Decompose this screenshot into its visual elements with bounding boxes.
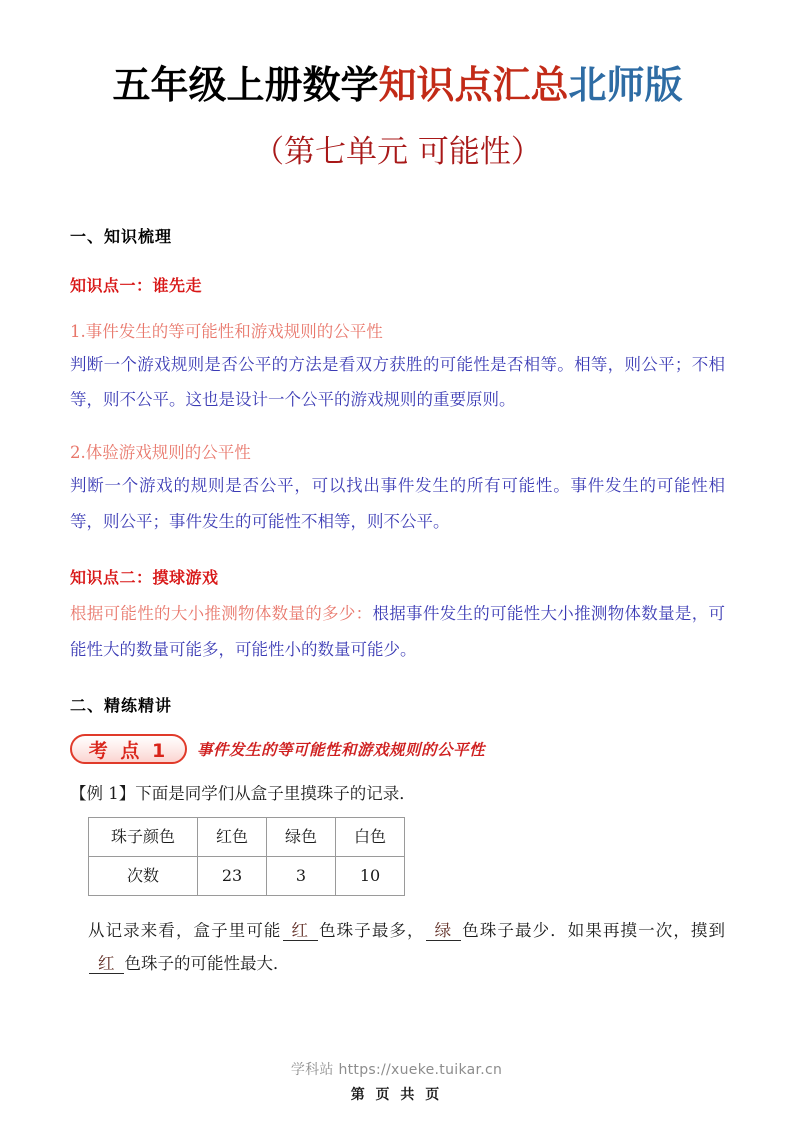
answer-text-c: 色珠子最少．如果再摸一次，摸到 (462, 921, 726, 941)
knowledge-item-1-body: 判断一个游戏规则是否公平的方法是看双方获胜的可能性是否相等。相等，则公平；不相等，则不公平。这也是设计一个公平的游戏规则的重要原则。 (70, 354, 725, 410)
knowledge-item-2-body: 判断一个游戏的规则是否公平，可以找出事件发生的所有可能性。事件发生的可能性相等，则公平；事件发生的可能性不相等，则不公平。 (70, 476, 725, 531)
section-heading-two: 二、精练精讲 (70, 696, 173, 716)
document-content (70, 0, 725, 980)
kaodian-badge: 考 点 1 (70, 734, 187, 764)
knowledge-point-2-body: 根据事件发生的可能性大小推测物体数量是，可能性大的数量可能多，可能性小的数量可能少。 (70, 604, 726, 659)
watermark-text: 学科站 https://xueke.tuikar.cn (290, 1062, 503, 1078)
section-heading-one: 一、知识梳理 (70, 226, 173, 246)
table-cell-green-count: 3 (267, 856, 336, 895)
example-prompt: 【例 1】下面是同学们从盒子里摸珠子的记录． (70, 784, 416, 804)
table-cell-white-count: 10 (336, 856, 405, 895)
knowledge-point-2-heading: 知识点二：摸球游戏 (70, 568, 219, 588)
table-row-label-color: 珠子颜色 (89, 817, 198, 856)
answer-text-b: 色珠子最多， (319, 921, 425, 941)
knowledge-point-2-paragraph (70, 596, 725, 667)
table-header-red: 红色 (198, 817, 267, 856)
knowledge-item-2-heading: 2.体验游戏规则的公平性 (70, 443, 251, 463)
answer-blank-2: 绿 (426, 921, 462, 941)
answer-text-a: 从记录来看，盒子里可能 (88, 921, 282, 941)
table-header-green: 绿色 (267, 817, 336, 856)
kaodian-title: 事件发生的等可能性和游戏规则的公平性 (197, 740, 486, 760)
table-row-label-count: 次数 (89, 856, 198, 895)
knowledge-item-1-heading: 1.事件发生的等可能性和游戏规则的公平性 (70, 321, 383, 341)
beads-record-table (88, 817, 405, 897)
page-title (70, 62, 725, 110)
title-segment-subject: 五年级上册数学 (112, 63, 379, 107)
page-number-label: 第 页 共 页 (350, 1087, 443, 1103)
table-row-counts (89, 856, 405, 895)
knowledge-point-1-heading: 知识点一：谁先走 (70, 275, 203, 295)
title-segment-edition: 北师版 (568, 63, 683, 107)
title-segment-summary: 知识点汇总 (378, 63, 569, 107)
answer-blank-1: 红 (283, 921, 319, 941)
table-header-white: 白色 (336, 817, 405, 856)
knowledge-point-2-lead: 根据可能性的大小推测物体数量的多少： (70, 604, 373, 624)
table-cell-red-count: 23 (198, 856, 267, 895)
kaodian-row (70, 734, 725, 764)
page-subtitle: （第七单元 可能性） (253, 133, 542, 170)
answer-blank-3: 红 (89, 954, 124, 974)
page-footer (0, 1059, 793, 1104)
answer-text-d: 色珠子的可能性最大． (124, 954, 290, 974)
example-answer-paragraph (88, 914, 725, 980)
table-row-header (89, 817, 405, 856)
